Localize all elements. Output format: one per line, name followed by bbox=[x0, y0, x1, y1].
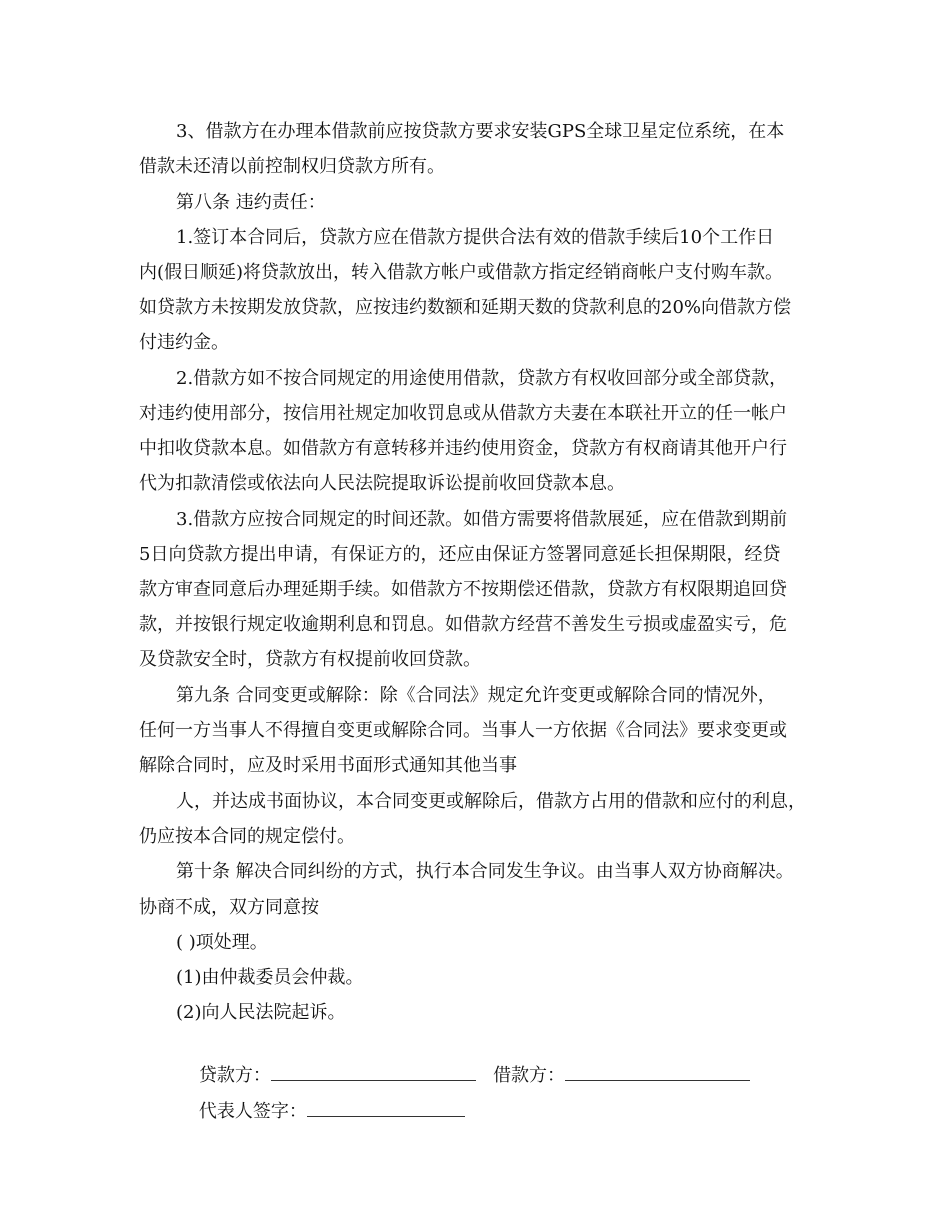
text-line: (1)由仲裁委员会仲裁。 bbox=[176, 967, 364, 988]
text-line: 3.借款方应按合同规定的时间还款。如借方需要将借款展延，应在借款到期前 bbox=[176, 509, 788, 530]
text-line: 内(假日顺延)将贷款放出，转入借款方帐户或借款方指定经销商帐户支付购车款。 bbox=[139, 262, 784, 283]
section-heading: 第九条 合同变更或解除：除《合同法》规定允许变更或解除合同的情况外， bbox=[176, 685, 776, 706]
text-line: 协商不成，双方同意按 bbox=[139, 897, 319, 918]
representative-row bbox=[176, 1066, 465, 1157]
text-line: 人，并达成书面协议，本合同变更或解除后，借款方占用的借款和应付的利息， bbox=[176, 791, 806, 812]
text-line: 2.借款方如不按合同规定的用途使用借款，贷款方有权收回部分或全部贷款， bbox=[176, 368, 788, 389]
borrower-signature-field[interactable] bbox=[565, 1060, 750, 1081]
text-line: 对违约使用部分，按信用社规定加收罚息或从借款方夫妻在本联社开立的任一帐户 bbox=[139, 403, 787, 424]
text-line: 5日向贷款方提出申请，有保证方的，还应由保证方签署同意延长担保期限，经贷 bbox=[139, 544, 781, 565]
text-line: 款，并按银行规定收逾期利息和罚息。如借款方经营不善发生亏损或虚盈实亏，危 bbox=[139, 614, 787, 635]
text-line: 及贷款安全时，贷款方有权提前收回贷款。 bbox=[139, 649, 481, 670]
text-line: ( )项处理。 bbox=[176, 932, 268, 953]
text-line: 任何一方当事人不得擅自变更或解除合同。当事人一方依据《合同法》要求变更或 bbox=[139, 720, 787, 741]
text-line: 如贷款方未按期发放贷款，应按违约数额和延期天数的贷款利息的20%向借款方偿 bbox=[139, 297, 792, 318]
section-heading: 第十条 解决合同纠纷的方式，执行本合同发生争议。由当事人双方协商解决。 bbox=[176, 861, 794, 882]
section-heading: 第八条 违约责任： bbox=[176, 192, 326, 213]
borrower-label: 借款方： bbox=[493, 1065, 566, 1086]
text-line: 解除合同时，应及时采用书面形式通知其他当事 bbox=[139, 755, 517, 776]
text-line: 3、借款方在办理本借款前应按贷款方要求安装GPS全球卫星定位系统，在本 bbox=[176, 121, 785, 142]
text-line: (2)向人民法院起诉。 bbox=[176, 1002, 346, 1023]
representative-label: 代表人签字： bbox=[198, 1101, 307, 1122]
text-line: 付违约金。 bbox=[139, 332, 229, 353]
lender-label: 贷款方： bbox=[198, 1065, 271, 1086]
text-line: 款方审查同意后办理延期手续。如借款方不按期偿还借款，贷款方有权限期追回贷 bbox=[139, 579, 787, 600]
text-line: 代为扣款清偿或依法向人民法院提取诉讼提前收回贷款本息。 bbox=[139, 473, 625, 494]
representative-signature-field[interactable] bbox=[307, 1096, 465, 1117]
text-line: 1.签订本合同后，贷款方应在借款方提供合法有效的借款手续后10个工作日 bbox=[176, 227, 775, 248]
text-line: 中扣收贷款本息。如借款方有意转移并违约使用资金，贷款方有权商请其他开户行 bbox=[139, 438, 787, 459]
text-line: 仍应按本合同的规定偿付。 bbox=[139, 826, 355, 847]
text-line: 借款未还清以前控制权归贷款方所有。 bbox=[139, 156, 445, 177]
